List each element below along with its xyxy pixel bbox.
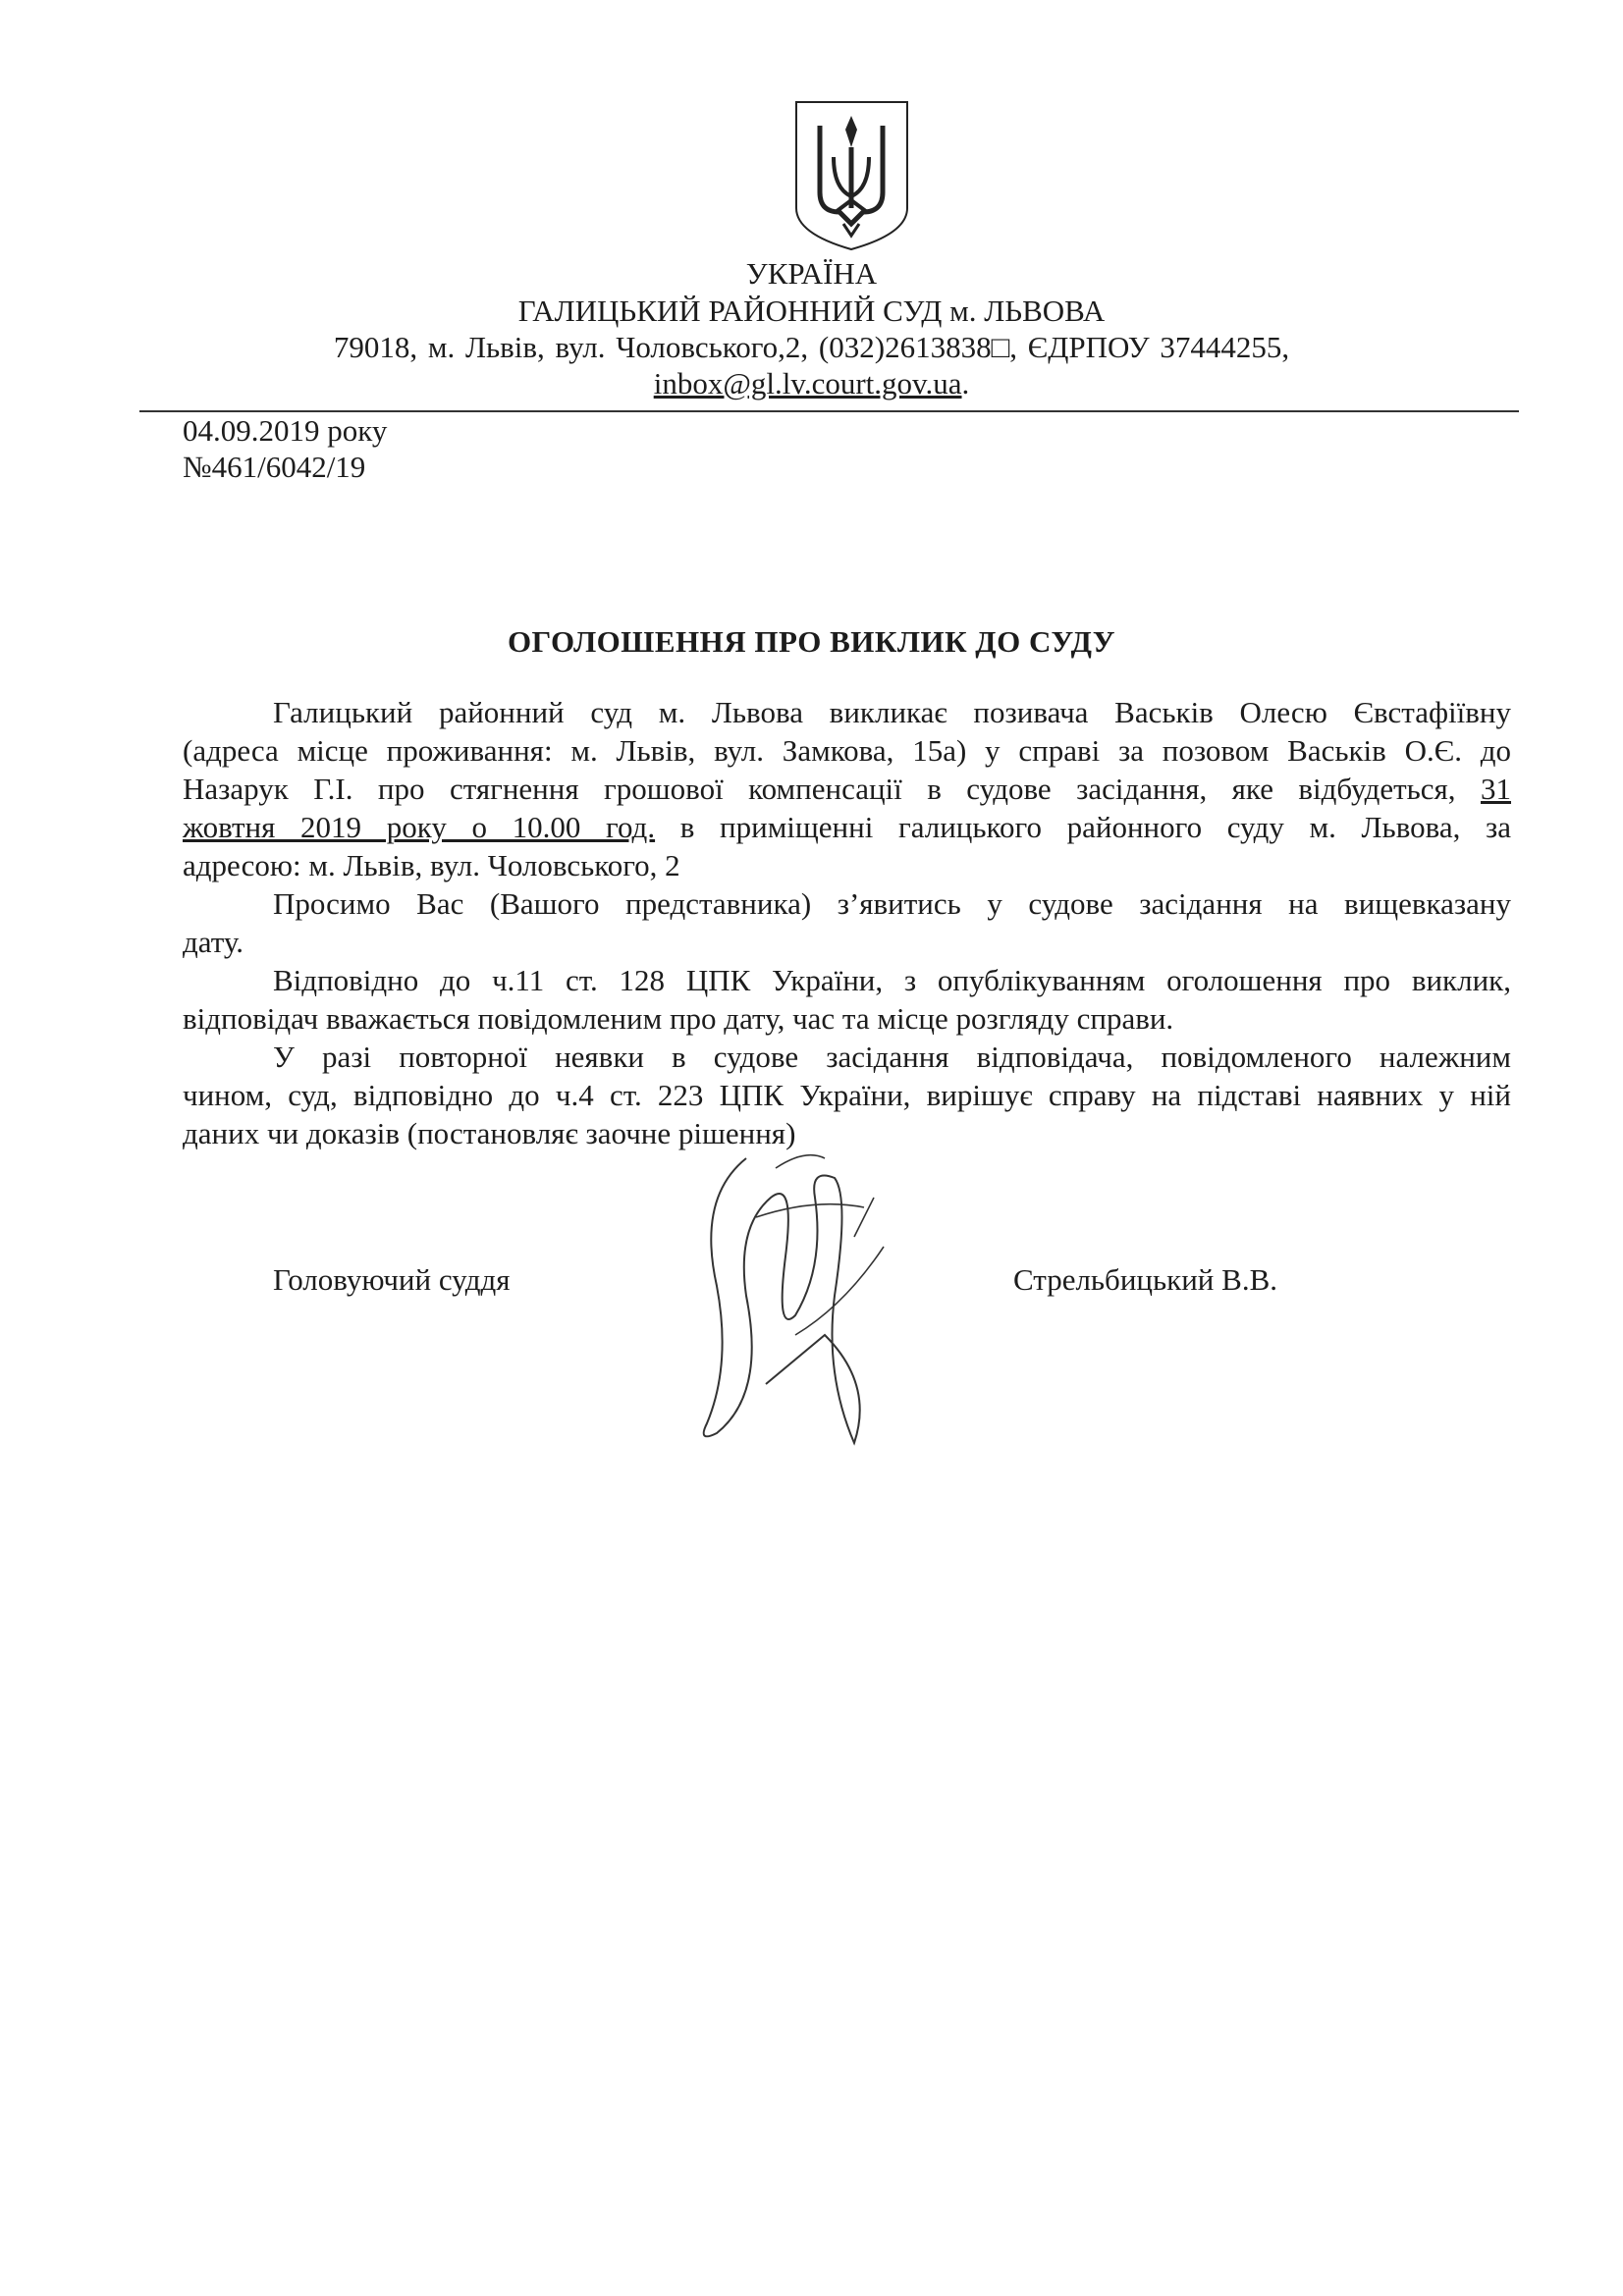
- email-suffix: .: [961, 366, 970, 400]
- judge-role-label: Головуючий суддя: [273, 1262, 511, 1297]
- header-divider: [139, 410, 1519, 412]
- paragraph-line: Відповідно до ч.11 ст. 128 ЦПК України, з опублікуванням оголошення про виклик,: [273, 963, 1511, 997]
- paragraph-line: Галицький районний суд м. Львова викликає позивача Васьків Олесю Євстафіївну: [273, 695, 1511, 729]
- header-court-name: ГАЛИЦЬКИЙ РАЙОННИЙ СУД м. ЛЬВОВА: [517, 294, 1106, 328]
- hearing-date-day: 31: [1481, 772, 1512, 806]
- paragraph-legal-basis: [183, 961, 1511, 1038]
- header-email-line: [0, 367, 1623, 400]
- paragraph-line: чином, суд, відповідно до ч.4 ст. 223 ЦПК України, вирішує справу на підставі наявних у ній: [183, 1078, 1511, 1112]
- paragraph-line: (адреса місце проживання: м. Львів, вул. Замкова, 15а) у справі за позовом Васьків О.Є. до: [183, 733, 1511, 768]
- paragraph-line: відповідач вважається повідомленим про дату, час та місце розгляду справи.: [183, 1001, 1174, 1036]
- paragraph-line: У разі повторної неявки в судове засідання відповідача, повідомленого належним: [273, 1040, 1511, 1074]
- paragraph-request: [183, 884, 1511, 961]
- page-title: ОГОЛОШЕННЯ ПРО ВИКЛИК ДО СУДУ: [507, 624, 1116, 659]
- paragraph-line: Просимо Вас (Вашого представника) з’явитись у судове засідання на вищевказану: [273, 886, 1511, 921]
- paragraph-line: даних чи доказів (постановляє заочне рішення): [183, 1116, 796, 1150]
- paragraph-summons: [183, 693, 1511, 884]
- paragraph-default-judgment: [183, 1038, 1511, 1152]
- email-link[interactable]: inbox@gl.lv.court.gov.ua: [653, 366, 962, 400]
- paragraph-line: адресою: м. Львів, вул. Чоловського, 2: [183, 848, 680, 882]
- document-date: 04.09.2019 року: [183, 413, 388, 448]
- handwritten-signature: [677, 1139, 913, 1453]
- paragraph-text: Назарук Г.І. про стягнення грошової компенсації в судове засідання, яке відбудеться,: [183, 772, 1456, 806]
- coat-of-arms-icon: [790, 98, 913, 253]
- paragraph-line: [183, 770, 1511, 808]
- header-address: 79018, м. Львів, вул. Чоловського,2, (032)2613838□, ЄДРПОУ 37444255,: [333, 330, 1290, 364]
- document-number: №461/6042/19: [183, 450, 366, 484]
- paragraph-text: в приміщенні галицького районного суду м. Львова, за: [679, 810, 1512, 844]
- paragraph-line: дату.: [183, 925, 244, 959]
- header-country: УКРАЇНА: [745, 256, 878, 291]
- hearing-date-time: жовтня 2019 року о 10.00 год.: [183, 810, 656, 844]
- paragraph-line: [183, 808, 1511, 846]
- judge-name: Стрельбицький В.В.: [1013, 1262, 1277, 1297]
